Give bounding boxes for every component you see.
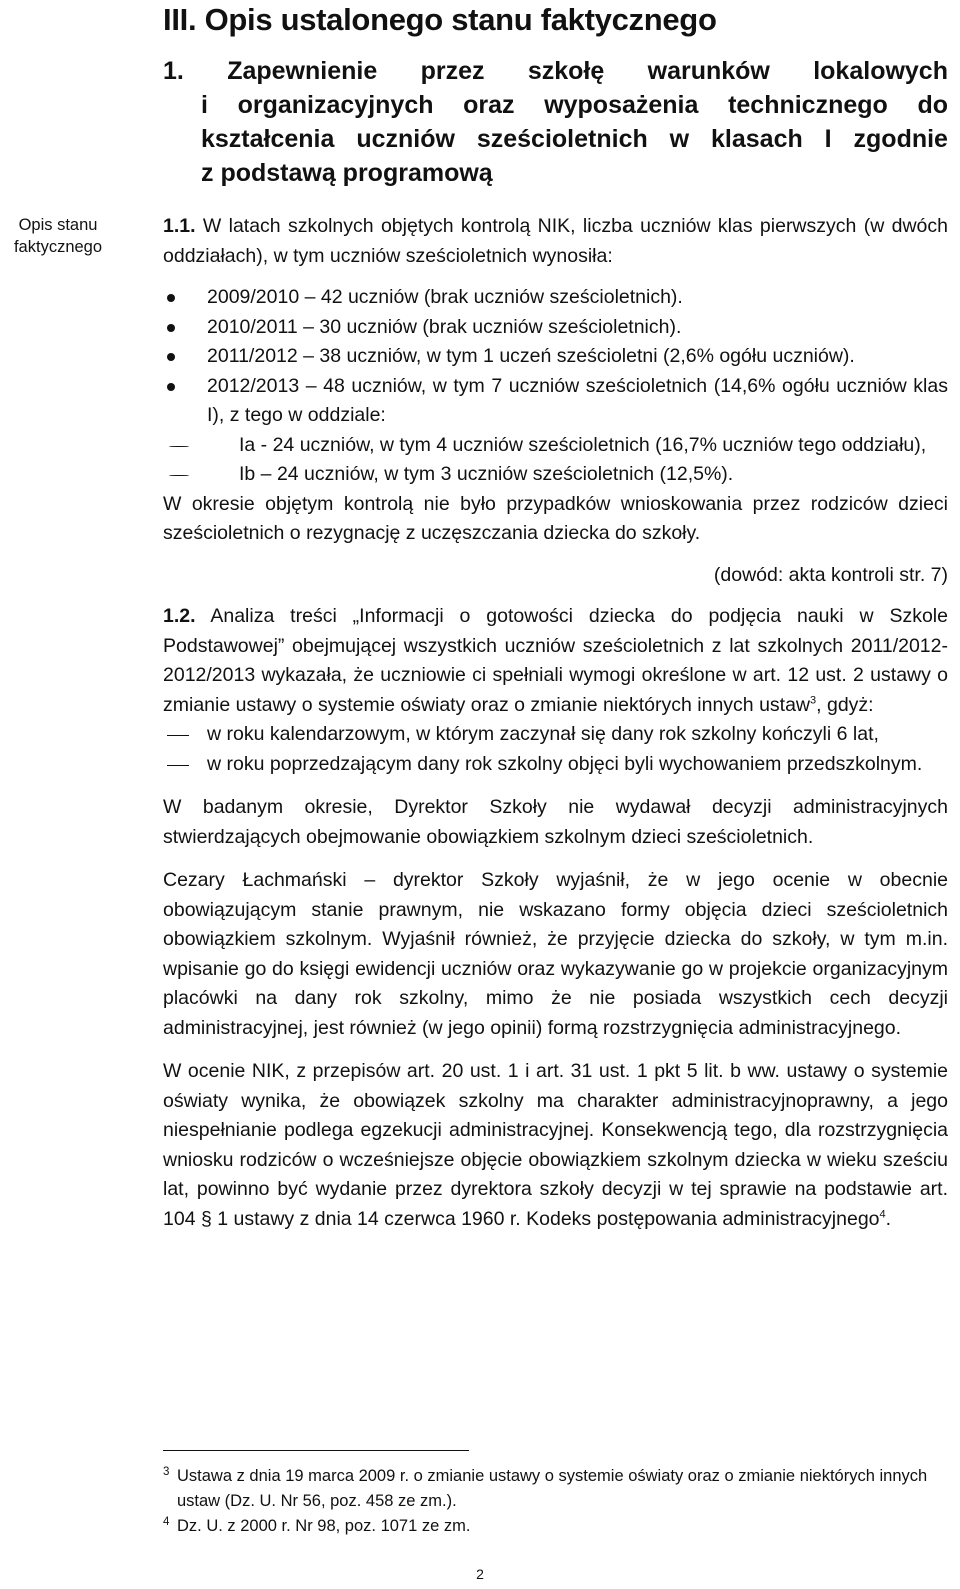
subsection-title-line-1: 1. Zapewnienie przez szkołę warunków lokalowych [163,54,948,88]
requirements-list [163,720,948,779]
subsection-title-line-2: i organizacyjnych oraz wyposażenia technicznego do [201,91,948,119]
footnote-ref: 3 [810,694,817,706]
proof-reference: (dowód: akta kontroli str. 7) [713,563,948,586]
list-item: w roku poprzedzającym dany rok szkolny objęci byli wychowaniem przedszkolnym. [163,750,948,780]
page-number: 2 [476,1566,484,1582]
subsection-title-line-4: z podstawą programową [201,159,493,187]
list-item: 2010/2011 – 30 uczniów (brak uczniów sześcioletnich). [163,313,948,343]
paragraph-1-2: 1.2. Analiza treści „Informacji o gotowości dziecka do podjęcia nauki w Szkole Podstawowej” obejmującej wszystkich uczniów sześcioletnich z lat szkolnych 2011/2012-2012/2013 wykazała, że uczniowie ci spełniali wymogi określone w art. 12 ust. 2 ustawy o zmianie ustawy o systemie oświaty oraz o zmianie niektórych innych ustaw$^3$, gdyż: [163,605,948,716]
paragraph: W badanym okresie, Dyrektor Szkoły nie wydawał decyzji administracyjnych stwierdzających obejmowanie obowiązkiem szkolnym dzieci sześcioletnich. [163,796,948,848]
list-item: w roku kalendarzowym, w którym zaczynał się dany rok szkolny kończyli 6 lat, [163,720,948,750]
paragraph: Cezary Łachmański – dyrektor Szkoły wyjaśnił, że w jego ocenie w obecnie obowiązującym stanie prawnym, nie wskazano formy objęcia dzieci sześcioletnich obowiązkiem szkolnym. Wyjaśnił również, że przyjęcie dziecka do szkoły, w tym m.in. wpisanie go do księgi ewidencji uczniów oraz wykazywanie go w projekcie organizacyjnym placówki na dany rok szkolny, mimo że nie posiada wszystkich cech decyzji administracyjnej, jest również (w jego opinii) formą rozstrzygnięcia administracyjnego. [163,869,948,1039]
list-item: 2012/2013 – 48 uczniów, w tym 7 uczniów sześcioletnich (14,6% ogółu uczniów klas I), z tego w oddziale: Ia - 24 uczniów, w tym 4 uczniów sześcioletnich (16,7% uczniów tego oddziału), Ib – 24 uczniów, w tym 3 uczniów sześcioletnich (12,5%). [163,372,948,490]
footnotes [163,1464,948,1539]
footnote-separator [163,1450,469,1451]
list-item: Ib – 24 uczniów, w tym 3 uczniów sześcioletnich (12,5%). [207,460,948,490]
list-item: 2011/2012 – 38 uczniów, w tym 1 uczeń sześcioletni (2,6% ogółu uczniów). [163,342,948,372]
list-item: Ia - 24 uczniów, w tym 4 uczniów sześcioletnich (16,7% uczniów tego oddziału), [207,431,948,461]
paragraph-number: 1.2. [163,605,196,627]
subsection-title [163,54,948,190]
footnote-number: 4 [163,1516,170,1528]
class-breakdown-list [207,431,948,490]
footnote-ref: 4 [879,1208,886,1220]
paragraph-1-1: 1.1. W latach szkolnych objętych kontrolą NIK, liczba uczniów klas pierwszych (w dwóch oddziałach), w tym uczniów sześcioletnich wynosiła: [163,215,948,267]
paragraph-closing: W okresie objętym kontrolą nie było przypadków wnioskowania przez rodziców dzieci sześcioletnich o rezygnację z uczęszczania dziecka do szkoły. [163,492,948,544]
enrollment-list [163,283,948,490]
document-body [163,212,948,1234]
section-title: III. Opis ustalonego stanu faktycznego [163,2,717,37]
footnote: 4 Dz. U. z 2000 r. Nr 98, poz. 1071 ze zm. [163,1514,948,1539]
list-item: 2009/2010 – 42 uczniów (brak uczniów sześcioletnich). [163,283,948,313]
margin-label: Opis stanu faktycznego [13,216,103,256]
footnote-number: 3 [163,1466,170,1478]
subsection-number: 1. [163,57,184,85]
subsection-title-line-3: kształcenia uczniów sześcioletnich w klasach I zgodnie [201,125,948,153]
paragraph-number: 1.1. [163,215,196,237]
footnote: 3 Ustawa z dnia 19 marca 2009 r. o zmianie ustawy o systemie oświaty oraz o zmianie niektórych innych ustaw (Dz. U. Nr 56, poz. 458 ze zm.). [163,1464,948,1514]
paragraph: W ocenie NIK, z przepisów art. 20 ust. 1 i art. 31 ust. 1 pkt 5 lit. b ww. ustawy o systemie oświaty wynika, że obowiązek szkolny ma charakter administracyjnoprawny, a jego niespełnianie podlega egzekucji administracyjnej. Konsekwencją tego, dla rozstrzygnięcia wniosku rodziców o wcześniejsze objęcie obowiązkiem szkolnym dziecka w wieku sześciu lat, powinno być wydanie przez dyrektora szkoły decyzji w tej sprawie na podstawie art. 104 § 1 ustawy z dnia 14 czerwca 1960 r. Kodeks postępowania administracyjnego$^4$. [163,1060,948,1230]
